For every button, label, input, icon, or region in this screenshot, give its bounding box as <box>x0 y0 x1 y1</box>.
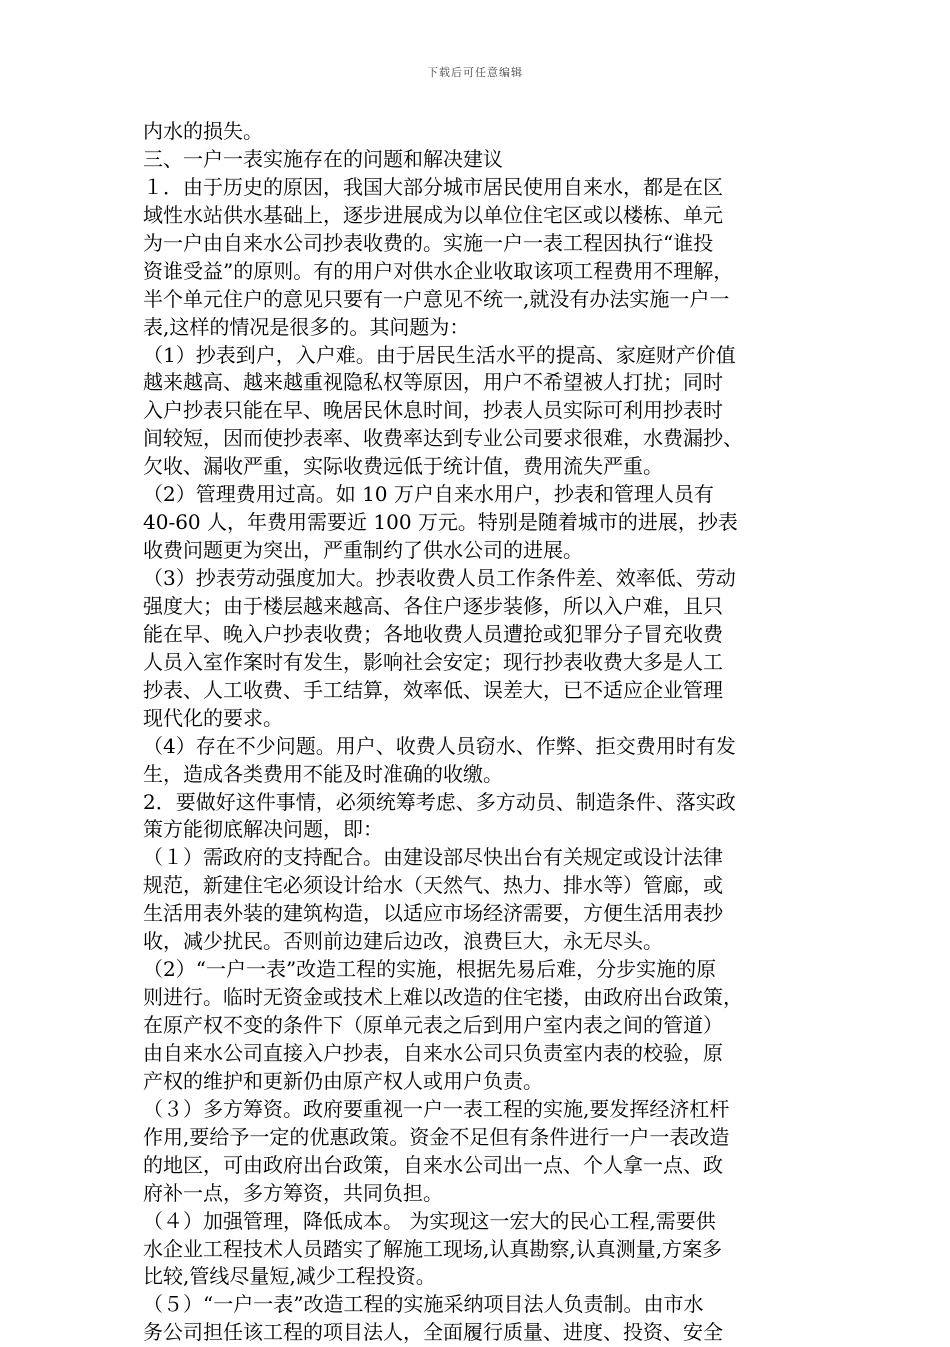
text-line: 内水的损失。 <box>143 119 263 143</box>
text-line: 生活用表外装的建筑构造，以适应市场经济需要，方便生活用表抄 <box>143 901 723 926</box>
text-line: 生，造成各类费用不能及时准确的收缴。 <box>143 761 503 786</box>
text-line: 为一户由自来水公司抄表收费的。实施一户一表工程因执行“谁投 <box>143 230 714 255</box>
text-line: 现代化的要求。 <box>143 705 283 730</box>
text-line: 40-60 人，年费用需要近 100 万元。特别是随着城市的进展，抄表 <box>143 510 738 535</box>
text-line: （１）需政府的支持配合。由建设部尽快出台有关规定或设计法律 <box>143 845 723 870</box>
text-line: 由自来水公司直接入户抄表，自来水公司只负责室内表的校验，原 <box>143 1040 723 1065</box>
text-line: 能在早、晚入户抄表收费；各地收费人员遭抢或犯罪分子冒充收费 <box>143 621 723 646</box>
text-line: （2）管理费用过高。如 10 万户自来水用户，抄表和管理人员有 <box>143 482 714 507</box>
text-line: 2．要做好这件事情，必须统筹考虑、多方动员、制造条件、落实政 <box>143 789 736 814</box>
text-line: （４）加强管理，降低成本。 为实现这一宏大的民心工程,需要供 <box>143 1208 716 1233</box>
text-line: 欠收、漏收严重，实际收费远低于统计值，费用流失严重。 <box>143 454 663 479</box>
text-line: （3）抄表劳动强度加大。抄表收费人员工作条件差、效率低、劳动 <box>143 566 736 590</box>
text-line: 作用,要给予一定的优惠政策。资金不足但有条件进行一户一表改造 <box>143 1124 730 1149</box>
text-line: 收，减少扰民。否则前边建后边改，浪费巨大，永无尽头。 <box>143 929 663 954</box>
text-line: 表,这样的情况是很多的。其问题为： <box>143 314 470 339</box>
text-line: 在原产权不变的条件下（原单元表之后到用户室内表之间的管道） <box>143 1013 723 1037</box>
text-line: 半个单元住户的意见只要有一户意见不统一,就没有办法实施一户一 <box>143 286 730 311</box>
text-line: 水企业工程技术人员踏实了解施工现场,认真勘察,认真测量,方案多 <box>143 1236 723 1261</box>
text-line: 人员入室作案时有发生，影响社会安定；现行抄表收费大多是人工 <box>143 649 723 674</box>
body-text <box>143 118 815 1347</box>
text-line: 资谁受益”的原则。有的用户对供水企业收取该项工程费用不理解， <box>143 258 734 283</box>
text-line: 收费问题更为突出，严重制约了供水公司的进展。 <box>143 538 583 563</box>
text-line: 强度大；由于楼层越来越高、各住户逐步装修，所以入户难，且只 <box>143 593 723 618</box>
text-line: 则进行。临时无资金或技术上难以改造的住宅搂，由政府出台政策， <box>143 985 743 1010</box>
text-line: 规范，新建住宅必须设计给水（天然气、热力、排水等）管廊，或 <box>143 873 723 898</box>
text-line: 三、一户一表实施存在的问题和解决建议 <box>143 146 503 171</box>
text-line: 产权的维护和更新仍由原产权人或用户负责。 <box>143 1068 543 1093</box>
text-line: 的地区，可由政府出台政策，自来水公司出一点、个人拿一点、政 <box>143 1152 723 1177</box>
text-line: （５）“一户一表”改造工程的实施采纳项目法人负责制。由市水 <box>143 1292 704 1317</box>
text-line: （1）抄表到户，入户难。由于居民生活水平的提高、家庭财产价值 <box>143 342 736 367</box>
text-line: （4）存在不少问题。用户、收费人员窃水、作弊、拒交费用时有发 <box>143 733 736 758</box>
text-line: 比较,管线尽量短,减少工程投资。 <box>143 1264 436 1289</box>
text-line: 域性水站供水基础上，逐步进展成为以单位住宅区或以楼栋、单元 <box>143 202 723 227</box>
text-line: １．由于历史的原因，我国大部分城市居民使用自来水，都是在区 <box>143 174 723 199</box>
text-line: 间较短，因而使抄表率、收费率达到专业公司要求很难，水费漏抄、 <box>143 426 743 451</box>
text-line: 抄表、人工收费、手工结算，效率低、误差大，已不适应企业管理 <box>143 677 723 702</box>
text-line: （2）“一户一表”改造工程的实施，根据先易后难，分步实施的原 <box>143 957 717 982</box>
page-header: 下载后可任意编辑 <box>427 66 523 79</box>
text-line: 府补一点，多方筹资，共同负担。 <box>143 1180 443 1205</box>
text-line: 策方能彻底解决问题，即： <box>143 817 383 842</box>
text-line: 越来越高、越来越重视隐私权等原因，用户不希望被人打扰；同时 <box>143 370 723 395</box>
text-line: 务公司担任该工程的项目法人，全面履行质量、进度、投资、安全 <box>143 1320 723 1345</box>
text-line: 入户抄表只能在早、晚居民休息时间，抄表人员实际可利用抄表时 <box>143 398 723 423</box>
text-line: （３）多方筹资。政府要重视一户一表工程的实施,要发挥经济杠杆 <box>143 1096 730 1121</box>
